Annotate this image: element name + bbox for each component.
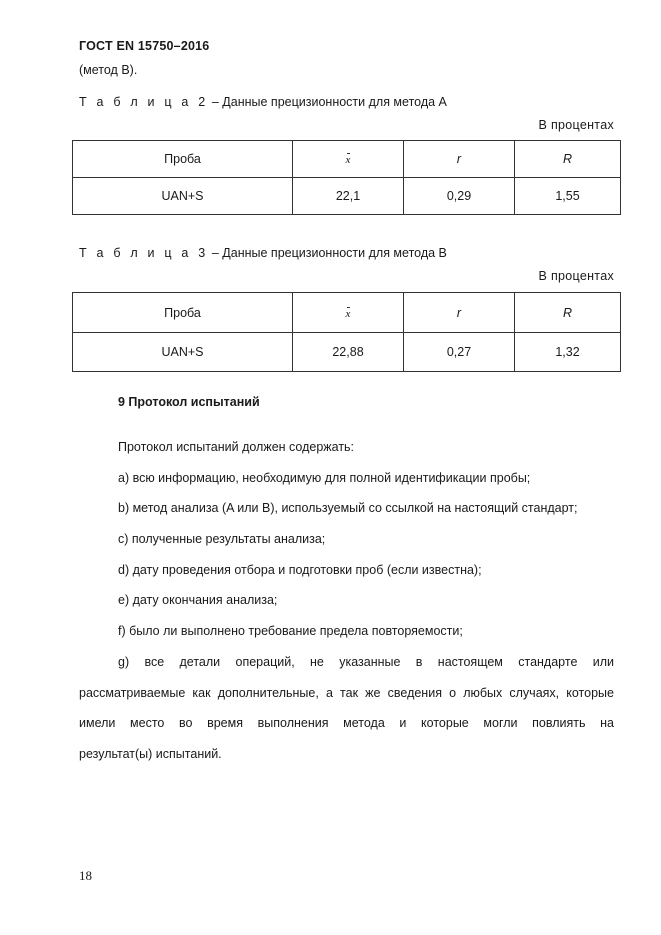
table-2-caption-prefix: Т а б л и ц а 2 (79, 95, 209, 109)
page-number: 18 (79, 868, 92, 883)
cell-repeatability: 0,27 (404, 333, 515, 372)
list-item-g-line: рассматриваемые как дополнительные, а так же сведения о любых случаях, которые (79, 686, 614, 700)
table-2-caption-text: – Данные прецизионности для метода А (208, 95, 447, 109)
header-sample: Проба (73, 293, 293, 333)
cell-repeatability: 0,29 (404, 178, 515, 215)
cell-mean: 22,88 (293, 333, 404, 372)
list-item: c) полученные результаты анализа; (118, 532, 326, 546)
list-item: e) дату окончания анализа; (118, 593, 278, 607)
section-intro: Протокол испытаний должен содержать: (118, 440, 355, 454)
table-header-row (73, 141, 621, 178)
table-3-caption (79, 246, 447, 260)
header-reproducibility: R (515, 141, 621, 178)
table-2-caption (79, 95, 447, 109)
table-2-unit: В процентах (538, 118, 614, 132)
list-item: a) всю информацию, необходимую для полной идентификации пробы; (118, 471, 531, 485)
header-sample: Проба (73, 141, 293, 178)
precision-table-2 (72, 140, 621, 215)
table-row (73, 178, 621, 215)
header-reproducibility: R (515, 293, 621, 333)
mean-symbol: x (345, 154, 351, 166)
table-3-unit: В процентах (538, 269, 614, 283)
header-mean (293, 141, 404, 178)
document-header: ГОСТ EN 15750–2016 (79, 39, 210, 53)
header-repeatability: r (404, 293, 515, 333)
table-row (73, 333, 621, 372)
header-repeatability: r (404, 141, 515, 178)
cell-mean: 22,1 (293, 178, 404, 215)
cell-reproducibility: 1,32 (515, 333, 621, 372)
precision-table-3 (72, 292, 621, 372)
cell-reproducibility: 1,55 (515, 178, 621, 215)
mean-symbol: x (345, 307, 351, 320)
list-item-g-line: g) все детали операций, не указанные в настоящем стандарте или (118, 655, 614, 669)
list-item: b) метод анализа (A или B), используемый со ссылкой на настоящий стандарт; (118, 501, 578, 515)
section-title: 9 Протокол испытаний (118, 395, 260, 409)
list-item-g-line: результат(ы) испытаний. (79, 747, 222, 761)
list-item: d) дату проведения отбора и подготовки проб (если известна); (118, 563, 482, 577)
cell-sample: UAN+S (73, 333, 293, 372)
header-mean (293, 293, 404, 333)
list-item-g-line: имели место во время выполнения метода и которые могли повлиять на (79, 716, 614, 730)
list-item: f) было ли выполнено требование предела повторяемости; (118, 624, 463, 638)
cell-sample: UAN+S (73, 178, 293, 215)
table-3-caption-prefix: Т а б л и ц а 3 (79, 246, 209, 260)
table-3-caption-text: – Данные прецизионности для метода В (208, 246, 447, 260)
table-header-row (73, 293, 621, 333)
continuation-text: (метод В). (79, 63, 138, 77)
